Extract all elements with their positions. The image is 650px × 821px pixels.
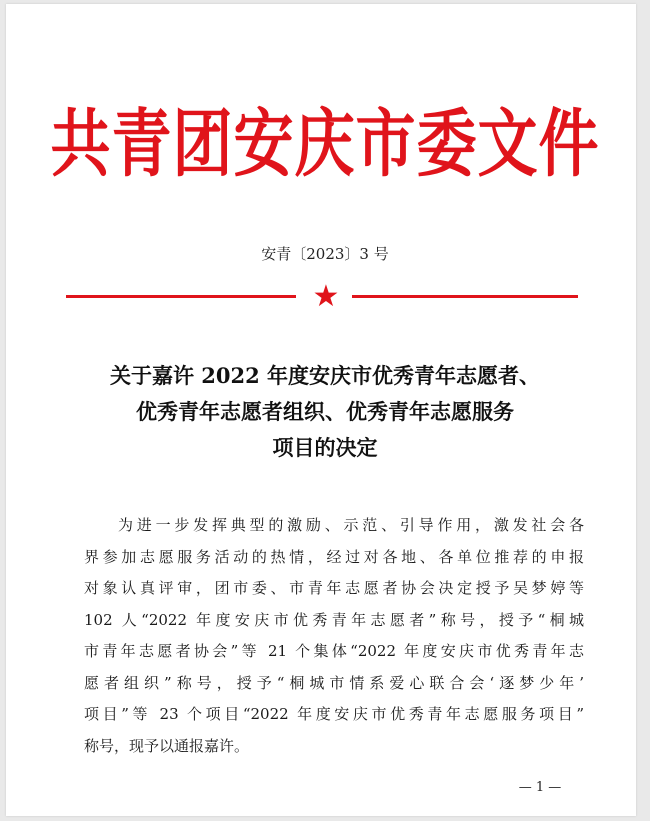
page-number: — 1 — xyxy=(518,780,562,795)
paragraph-line: 称号，现予以通报嘉许。 xyxy=(84,736,250,755)
paragraph-line: 项目”等 23 个项目“2022 年度安庆市优秀青年志愿服务项目” xyxy=(84,705,584,723)
paragraph-line: 界参加志愿服务活动的热情，经过对各地、各单位推荐的申报 xyxy=(84,547,584,566)
document-title xyxy=(60,358,590,466)
paragraph-line: 愿者组织”称号，授予“桐城市情系爱心联合会‘逐梦少年’ xyxy=(84,673,584,692)
paragraph-line: 为进一步发挥典型的激励、示范、引导作用，激发社会各 xyxy=(118,516,584,534)
title-line: 关于嘉许 2022 年度安庆市优秀青年志愿者、 xyxy=(109,363,541,388)
document-number: 安青〔2023〕3 号 xyxy=(261,245,389,263)
body-paragraph xyxy=(84,510,584,762)
red-divider-left xyxy=(66,295,296,298)
title-line: 项目的决定 xyxy=(272,435,378,460)
title-line: 优秀青年志愿者组织、优秀青年志愿服务 xyxy=(136,399,514,424)
paragraph-line: 市青年志愿者协会”等 21 个集体“2022 年度安庆市优秀青年志 xyxy=(84,642,584,660)
red-divider-right xyxy=(352,295,578,298)
paragraph-line: 102 人“2022 年度安庆市优秀青年志愿者”称号，授予“桐城 xyxy=(84,610,584,629)
paragraph-line: 对象认真评审，团市委、市青年志愿者协会决定授予吴梦婷等 xyxy=(84,579,584,597)
masthead-title: 共青团安庆市委文件 xyxy=(50,101,600,188)
star-icon: ★ xyxy=(312,279,340,314)
